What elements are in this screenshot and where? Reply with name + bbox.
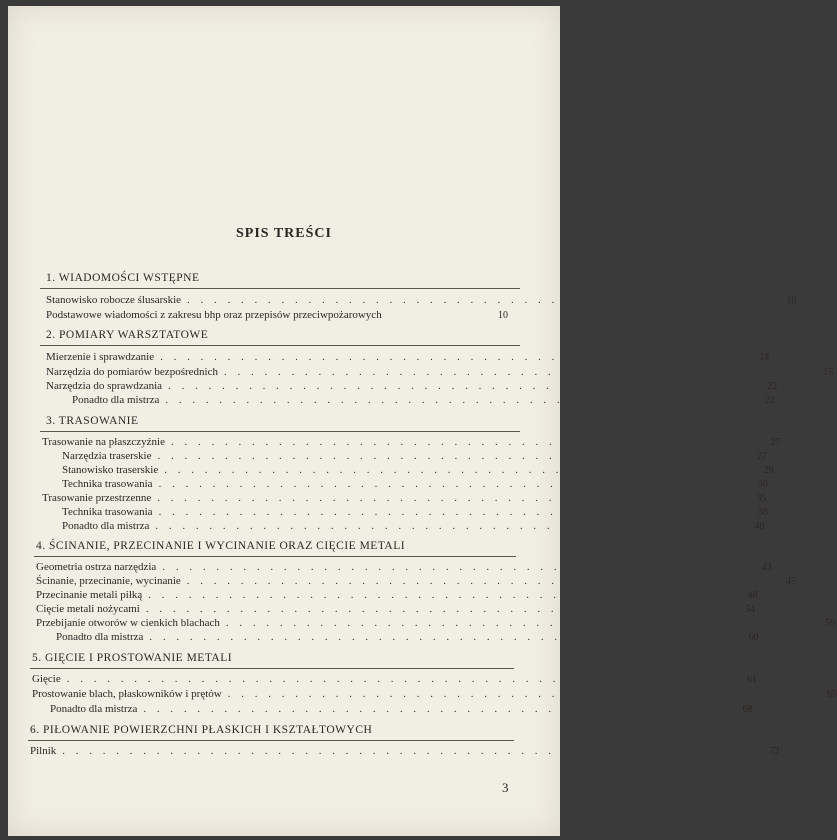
entry-label: Podstawowe wiadomości z zakresu bhp oraz przepisów przeciwpożarowych (46, 309, 382, 321)
toc-entry[interactable] (62, 520, 765, 532)
chapter-rule (30, 668, 514, 669)
entry-label: Mierzenie i sprawdzanie (46, 351, 155, 363)
toc-entry[interactable] (46, 380, 778, 392)
entry-page: 40 (754, 521, 765, 532)
entry-page: 30 (757, 479, 768, 490)
leader-dots: . . . . . . . . . . . . . . . . . . . . . . . . . . . . . . . . . . . . . . . . . . . . (227, 688, 815, 700)
entry-page: 29 (763, 465, 774, 476)
entry-page: 35 (756, 493, 767, 504)
entry-page: 10 (786, 295, 797, 306)
entry-page: 45 (786, 576, 797, 587)
leader-dots: . . . . . . . . . . . . . . . . . . . . . . . . . . . . . . . . . . . . . . . . . . . . (148, 589, 736, 601)
chapter-heading: 5. GIĘCIE I PROSTOWANIE METALI (32, 652, 233, 664)
leader-dots: . . . . . . . . . . . . . . . . . . . . . . . . . . . . . . . . . . . . . . . . . . . . . . . . . . . . (62, 745, 758, 757)
entry-page: 72 (769, 746, 780, 757)
leader-dots: . . . . . . . . . . . . . . . . . . . . . . . . . . . . . . . . . . . . . . . . . . . . (155, 520, 743, 532)
entry-label: Ponadto dla mistrza (56, 631, 144, 643)
page-number: 3 (502, 780, 509, 795)
leader-dots: . . . . . . . . . . . . . . . . . . . . . . . . . . . . . . . . . . . . . . . . . . . . (149, 631, 737, 643)
entry-page: 60 (748, 632, 759, 643)
leader-dots: . . . . . . . . . . . . . . . . . . . . . . . . . . . . . . . . . . . . . . . . . . . . (160, 351, 748, 363)
entry-label: Prostowanie blach, płaskowników i prętów (32, 688, 222, 700)
entry-page: 22 (767, 381, 778, 392)
toc-entry[interactable] (32, 688, 837, 700)
toc-entry[interactable] (30, 745, 780, 757)
entry-label: Przebijanie otworów w cienkich blachach (36, 617, 220, 629)
toc-entry[interactable] (36, 603, 756, 615)
leader-dots: . . . . . . . . . . . . . . . . . . . . . . . . . . . . . . . . . . . . . . . . . . . . (157, 492, 745, 504)
entry-label: Trasowanie na płaszczyźnie (42, 436, 165, 448)
toc-entry[interactable] (56, 631, 759, 643)
chapter-rule (40, 288, 520, 289)
entry-page: 27 (770, 437, 781, 448)
toc-entry[interactable] (46, 294, 797, 306)
toc-title: SPIS TREŚCI (236, 226, 332, 241)
entry-label: Technika trasowania (62, 506, 153, 518)
leader-dots: . . . . . . . . . . . . . . . . . . . . . . . . . . . . . . . . . . . . . . . . . . . . (187, 294, 775, 306)
entry-page: 59 (825, 618, 836, 629)
toc-entry[interactable] (62, 464, 774, 476)
leader-dots: . . . . . . . . . . . . . . . . . . . . . . . . . . . . . . . . . . . . . . . . . . . . (162, 561, 750, 573)
chapter-heading: 1. WIADOMOŚCI WSTĘPNE (46, 272, 200, 284)
book-page (8, 6, 837, 836)
leader-dots: . . . . . . . . . . . . . . . . . . . . . . . . . . . . . . . . . . . . . . . . . . . . (165, 394, 753, 406)
toc-entry[interactable] (42, 436, 781, 448)
leader-dots: . . . . . . . . . . . . . . . . . . . . . . . . . . . . . . . . . . . . . . . . . . . . (145, 603, 734, 615)
entry-page: 54 (745, 604, 756, 615)
leader-dots: . . . . . . . . . . . . . . . . . . . . . . . . . . . . . . . . . . . . . . . . . . . . . . . . . . (66, 673, 735, 685)
entry-page: 68 (742, 704, 753, 715)
entry-label: Trasowanie przestrzenne (42, 492, 152, 504)
leader-dots: . . . . . . . . . . . . . . . . . . . . . . . . . . . . . . . . . . . . . . . . . . . . (225, 617, 814, 629)
leader-dots: . . . . . . . . . . . . . . . . . . . . . . . . . . . . . . . . . . . . . . . . . . . . (157, 450, 745, 462)
entry-label: Narzędzia do pomiarów bezpośrednich (46, 366, 218, 378)
entry-label: Ponadto dla mistrza (50, 703, 138, 715)
leader-dots: . . . . . . . . . . . . . . . . . . . . . . . . . . . . . . . . . . . . . . . . . . . . (186, 575, 775, 587)
entry-label: Ścinanie, przecinanie, wycinanie (36, 575, 181, 587)
entry-page: 48 (747, 590, 758, 601)
leader-dots: . . . . . . . . . . . . . . . . . . . . . . . . . . . . . . . . . . . . . . . . . . . . (168, 380, 756, 392)
entry-page: 61 (746, 674, 757, 685)
entry-label: Gięcie (32, 673, 61, 685)
entry-label: Przecinanie metali piłką (36, 589, 143, 601)
entry-page: 43 (761, 562, 772, 573)
entry-label: Narzędzia traserskie (62, 450, 152, 462)
entry-page: 38 (757, 507, 768, 518)
toc-entry[interactable] (46, 309, 508, 321)
entry-label: Geometria ostrza narzędzia (36, 561, 157, 573)
entry-page: 27 (756, 451, 767, 462)
leader-dots: . . . . . . . . . . . . . . . . . . . . . . . . . . . . . . . . . . . . . . . . . . . . (171, 436, 759, 448)
toc-entry[interactable] (46, 351, 770, 363)
chapter-rule (40, 345, 520, 346)
leader-dots: . . . . . . . . . . . . . . . . . . . . . . . . . . . . . . . . . . . . . . . . . . . . (164, 464, 752, 476)
chapter-rule (34, 556, 516, 557)
toc-entry[interactable] (36, 589, 758, 601)
leader-dots: . . . . . . . . . . . . . . . . . . . . . . . . . . . . . . . . . . . . . . . . . . . . (223, 366, 812, 378)
leader-dots: . . . . . . . . . . . . . . . . . . . . . . . . . . . . . . . . . . . . . . . . . . . . (158, 478, 746, 490)
entry-page: 65 (826, 689, 837, 700)
chapter-heading: 3. TRASOWANIE (46, 415, 139, 427)
entry-page: 15 (823, 367, 834, 378)
toc-entry[interactable] (62, 450, 767, 462)
entry-label: Ponadto dla mistrza (72, 394, 160, 406)
entry-label: Pilnik (30, 745, 57, 757)
entry-page: 22 (764, 395, 775, 406)
entry-label: Ponadto dla mistrza (62, 520, 150, 532)
entry-page: 14 (759, 352, 770, 363)
toc-entry[interactable] (62, 506, 768, 518)
chapter-heading: 6. PIŁOWANIE POWIERZCHNI PŁASKICH I KSZTAŁTOWYCH (30, 724, 373, 736)
toc-entry[interactable] (36, 575, 797, 587)
chapter-rule (28, 740, 514, 741)
chapter-heading: 4. ŚCINANIE, PRZECINANIE I WYCINANIE ORAZ CIĘCIE METALI (36, 540, 406, 552)
chapter-heading: 2. POMIARY WARSZTATOWE (46, 329, 209, 341)
toc-entry[interactable] (32, 673, 757, 685)
toc-entry[interactable] (46, 366, 834, 378)
leader-dots: . . . . . . . . . . . . . . . . . . . . . . . . . . . . . . . . . . . . . . . . . . . . (158, 506, 746, 518)
entry-label: Cięcie metali nożycami (36, 603, 140, 615)
toc-entry[interactable] (72, 394, 775, 406)
leader-dots: . . . . . . . . . . . . . . . . . . . . . . . . . . . . . . . . . . . . . . . . . . . . (143, 703, 731, 715)
entry-label: Narzędzia do sprawdzania (46, 380, 163, 392)
entry-page: 10 (498, 310, 508, 321)
entry-label: Technika trasowania (62, 478, 153, 490)
toc-entry[interactable] (36, 561, 772, 573)
toc-entry[interactable] (42, 492, 767, 504)
toc-entry[interactable] (50, 703, 753, 715)
entry-label: Stanowisko robocze ślusarskie (46, 294, 182, 306)
toc-entry[interactable] (62, 478, 768, 490)
toc-entry[interactable] (36, 617, 836, 629)
chapter-rule (40, 431, 520, 432)
entry-label: Stanowisko traserskie (62, 464, 159, 476)
